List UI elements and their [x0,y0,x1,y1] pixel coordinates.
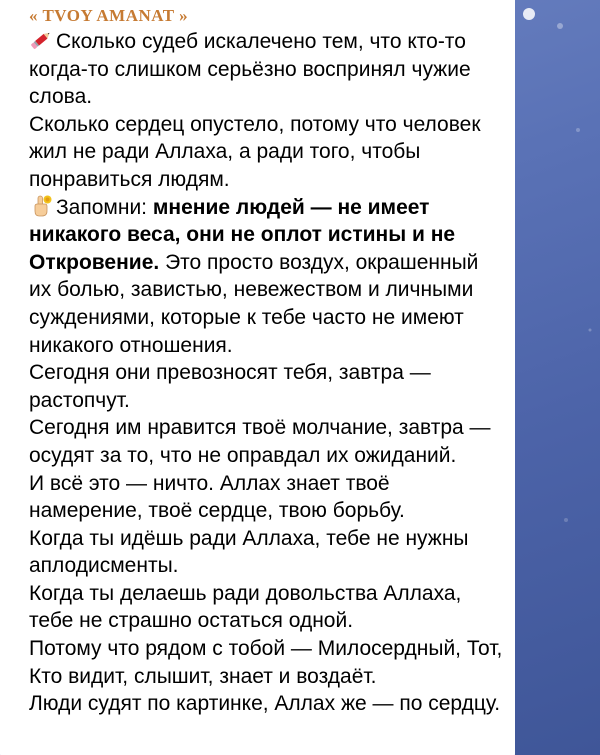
channel-name[interactable]: « TVOY AMANAT » [29,6,189,25]
paragraph-9: Потому что рядом с тобой — Милосердный, Тот, Кто видит, слышит, знает и воздаёт. [29,637,503,688]
paragraph-2: Сколько сердец опустело, потому что человек жил не ради Аллаха, а ради того, чтобы понравиться людям. [29,112,481,191]
paragraph-4: Сегодня они превозносят тебя, завтра — растопчут. [29,361,431,412]
paragraph-7: Когда ты идёшь ради Аллаха, тебе не нужны аплодисменты. [29,526,469,578]
pencil-icon [29,29,53,51]
paragraph-5: Сегодня им нравится твоё молчание, завтра — осудят за то, что не оправдал их ожиданий. [29,416,491,467]
remember-label: Запомни: [56,195,148,219]
paragraph-6: И всё это — ничто. Аллах знает твоё намерение, твоё сердце, твою борьбу. [29,471,405,523]
paragraph-3 [29,194,505,360]
paragraph-10: Люди судят по картинке, Аллах же — по сердцу. [29,692,501,716]
message-text [29,28,505,718]
hand-pointing-up-icon [29,195,53,217]
paragraph-1: Сколько судеб искалечено тем, что кто-то когда-то слишком серьёзно воспринял чужие слова. [29,30,471,109]
paragraph-3-rest: Это просто воздух, окрашенный их болью, завистью, невежеством и личными суждениями, которые к тебе часто не имеют никакого отношения. [29,250,479,357]
paragraph-8: Когда ты делаешь ради довольства Аллаха, тебе не страшно остаться одной. [29,581,462,633]
bold-statement: мнение людей — не имеет никакого веса, они не оплот истины и не Откровение. [29,195,456,274]
